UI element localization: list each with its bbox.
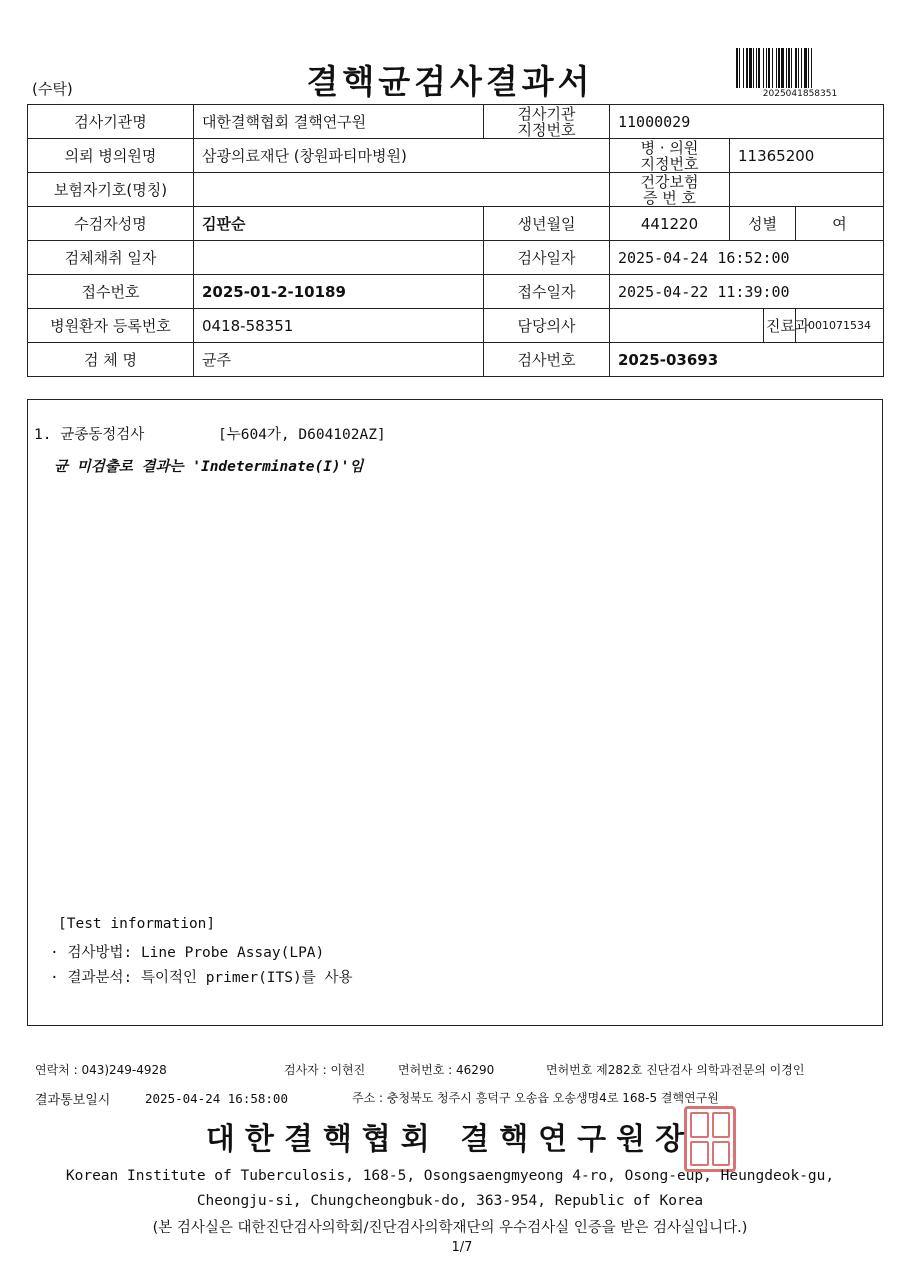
- institution-value: 대한결핵협회 결핵연구원: [194, 105, 484, 139]
- specimen-label: 검 체 명: [28, 343, 194, 377]
- patient-value: 김판순: [194, 207, 484, 241]
- insurance-value: [194, 173, 610, 207]
- test-item-name: 1. 균종동정검사: [34, 427, 145, 443]
- header-row-insurance: [28, 173, 884, 207]
- report-date-value: 2025-04-24 16:58:00: [145, 1091, 288, 1106]
- collect-label: 검체채취 일자: [28, 241, 194, 275]
- result-text: 균 미검출로 결과는 'Indeterminate(I)'임: [54, 459, 364, 475]
- test-item-code: [누604가, D604102AZ]: [218, 427, 386, 443]
- examiner: 검사자 : 이현진: [284, 1063, 366, 1077]
- contact-phone: 연락처 : 043)249-4928: [35, 1063, 167, 1077]
- organization-name: 대한결핵협회 결핵연구원장: [205, 1122, 695, 1157]
- test-analysis: · 결과분석: 특이적인 primer(ITS)를 사용: [50, 970, 353, 986]
- dept-label: 진료과: [764, 309, 796, 343]
- sex-value: 여: [796, 207, 884, 241]
- institution-label: 검사기관명: [28, 105, 194, 139]
- document-title: 결핵균검사결과서: [306, 62, 594, 101]
- health-no-value: [730, 173, 884, 207]
- header-table: [27, 104, 884, 377]
- doctor-value: [610, 309, 764, 343]
- report-date-label: 결과통보일시: [35, 1093, 111, 1108]
- official-seal-icon: [684, 1106, 736, 1172]
- clinic-code-label: 병 · 의원 지정번호: [610, 139, 730, 173]
- certification-note: (본 검사실은 대한진단검사의학회/진단검사의학재단의 우수검사실 인증을 받은 검사실입니다.): [152, 1220, 748, 1236]
- header-row-requester: [28, 139, 884, 173]
- receipt-no-label: 접수번호: [28, 275, 194, 309]
- reg-no-label: 병원환자 등록번호: [28, 309, 194, 343]
- test-method: · 검사방법: Line Probe Assay(LPA): [50, 945, 325, 961]
- receipt-date-value: 2025-04-22 11:39:00: [610, 275, 884, 309]
- requester-value: 삼광의료재단 (창원파티마병원): [194, 139, 610, 173]
- collect-value: [194, 241, 484, 275]
- birth-label: 생년월일: [484, 207, 610, 241]
- patient-label: 수검자성명: [28, 207, 194, 241]
- english-address-line2: Cheongju-si, Chungcheongbuk-do, 363-954, Republic of Korea: [196, 1193, 704, 1209]
- header-row-specimen: [28, 343, 884, 377]
- test-date-label: 검사일자: [484, 241, 610, 275]
- receipt-date-label: 접수일자: [484, 275, 610, 309]
- header-row-registration: [28, 309, 884, 343]
- specimen-value: 균주: [194, 343, 484, 377]
- header-row-receipt: [28, 275, 884, 309]
- inst-code-label: 검사기관 지정번호: [484, 105, 610, 139]
- requester-label: 의뢰 병의원명: [28, 139, 194, 173]
- receipt-no-value: 2025-01-2-10189: [194, 275, 484, 309]
- license-number: 면허번호 : 46290: [398, 1063, 495, 1077]
- insurance-label: 보험자기호(명칭): [28, 173, 194, 207]
- barcode: [736, 48, 864, 88]
- specialist-info: 면허번호 제282호 진단검사 의학과전문의 이경인: [546, 1063, 805, 1077]
- page-number: 1/7: [451, 1240, 473, 1255]
- birth-value: 441220: [610, 207, 730, 241]
- inst-code-value: 11000029: [610, 105, 884, 139]
- address: 주소 : 충청북도 청주시 흥덕구 오송읍 오송생명4로 168-5 결핵연구원: [352, 1091, 719, 1105]
- consignment-label: (수탁): [32, 80, 73, 98]
- reg-no-value: 0418-58351: [194, 309, 484, 343]
- sex-label: 성별: [730, 207, 796, 241]
- health-no-label: 건강보험 증 번 호: [610, 173, 730, 207]
- barcode-number: 2025041858351: [762, 89, 838, 99]
- test-info-heading: [Test information]: [58, 916, 216, 932]
- header-row-collection: [28, 241, 884, 275]
- test-no-label: 검사번호: [484, 343, 610, 377]
- dept-value: 001071534: [796, 309, 884, 343]
- test-date-value: 2025-04-24 16:52:00: [610, 241, 884, 275]
- header-row-patient: [28, 207, 884, 241]
- test-no-value: 2025-03693: [610, 343, 884, 377]
- clinic-code-value: 11365200: [730, 139, 884, 173]
- english-address-line1: Korean Institute of Tuberculosis, 168-5, Osongsaengmyeong 4-ro, Osong-eup, Heungdeok-gu,: [65, 1168, 835, 1184]
- doctor-label: 담당의사: [484, 309, 610, 343]
- header-row-institution: [28, 105, 884, 139]
